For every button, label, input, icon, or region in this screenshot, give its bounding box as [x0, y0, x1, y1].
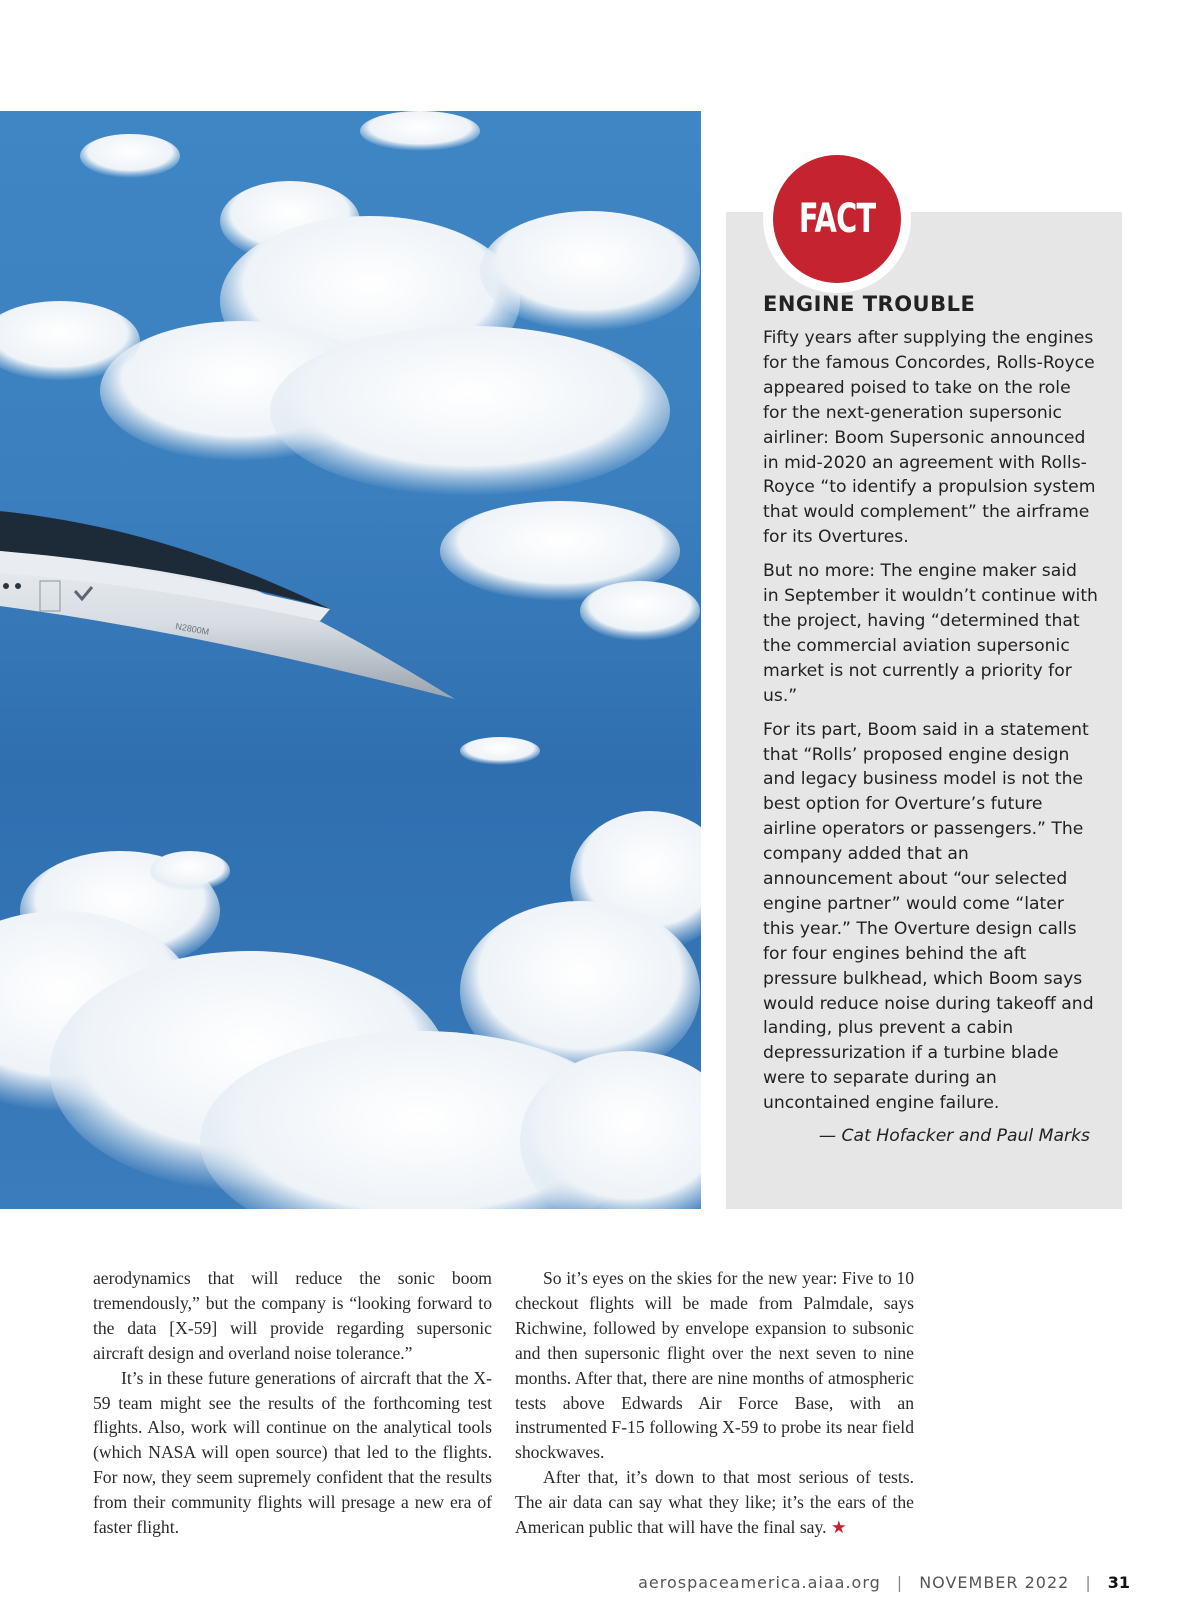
body-column-left [93, 1266, 492, 1540]
sky-aircraft-illustration [0, 111, 701, 1209]
sidebar-content [763, 288, 1098, 1146]
fact-badge-label: FACT [798, 196, 876, 242]
body-column-right [515, 1266, 914, 1540]
page-footer [0, 1573, 1130, 1592]
footer-separator: | [896, 1573, 904, 1592]
footer-separator: | [1085, 1573, 1092, 1592]
sidebar-heading: ENGINE TROUBLE [763, 292, 976, 316]
body-paragraph: It’s in these future generations of aircraft that the X-59 team might see the results of the forthcoming test flights. Also, work will continue on the analytical tools (which NASA will open source) that led to the flights. For now, they seem supremely confident that the results from their community flights will presage a new era of faster flight. [93, 1367, 492, 1538]
sidebar-paragraph: For its part, Boom said in a statement that “Rolls’ proposed engine design and legacy business model is not the best option for Overture’s future airline operators or passengers.” The company added that an announcement about “our selected engine partner” would come “later this year.” The Overture design calls for four engines behind the aft pressure bulkhead, which Boom says would reduce noise during takeoff and landing, plus prevent a cabin depressurization if a turbine blade were to separate during an uncontained engine failure. [763, 719, 1094, 1114]
end-mark-star-icon: ★ [830, 1517, 847, 1538]
page-number: 31 [1107, 1573, 1130, 1592]
footer-site-url: aerospaceamerica.aiaa.org [638, 1573, 881, 1592]
body-paragraph: aerodynamics that will reduce the sonic boom tremendously,” but the company is “looking forward to the data [X-59] will provide regarding supersonic aircraft design and overland noise tolerance.” [93, 1268, 492, 1363]
body-paragraph-final [515, 1465, 914, 1540]
sidebar-paragraph: But no more: The engine maker said in September it wouldn’t continue with the project, having “determined that the commercial aviation supersonic market is not currently a priority for us.” [763, 561, 1098, 706]
fact-badge-circle [773, 155, 901, 283]
aircraft-registration: N2800M [174, 621, 210, 637]
fact-badge [763, 145, 911, 293]
body-paragraph: So it’s eyes on the skies for the new year: Five to 10 checkout flights will be made from Palmdale, says Richwine, followed by envelope expansion to subsonic and then supersonic flight over the next seven to nine months. After that, there are nine months of atmospheric tests above Edwards Air Force Base, with an instrumented F-15 following X-59 to probe its near field shockwaves. [515, 1268, 914, 1463]
sidebar-credit: — Cat Hofacker and Paul Marks [818, 1126, 1090, 1147]
aircraft-nose [0, 511, 455, 699]
footer-issue-date: NOVEMBER 2022 [919, 1573, 1070, 1592]
aircraft-photo [0, 111, 701, 1209]
body-paragraph-text: After that, it’s down to that most serious of tests. The air data can say what they like; it’s the ears of the American public that will have the final say. [515, 1467, 914, 1538]
sidebar-paragraph: Fifty years after supplying the engines for the famous Concordes, Rolls-Royce appeared poised to take on the role for the next-generation supersonic airliner: Boom Supersonic announced in mid-2020 an agreement with Rolls-Royce “to identify a propulsion system that would complement” the airframe for its Overtures. [763, 328, 1096, 548]
lower-clouds [0, 811, 701, 1209]
